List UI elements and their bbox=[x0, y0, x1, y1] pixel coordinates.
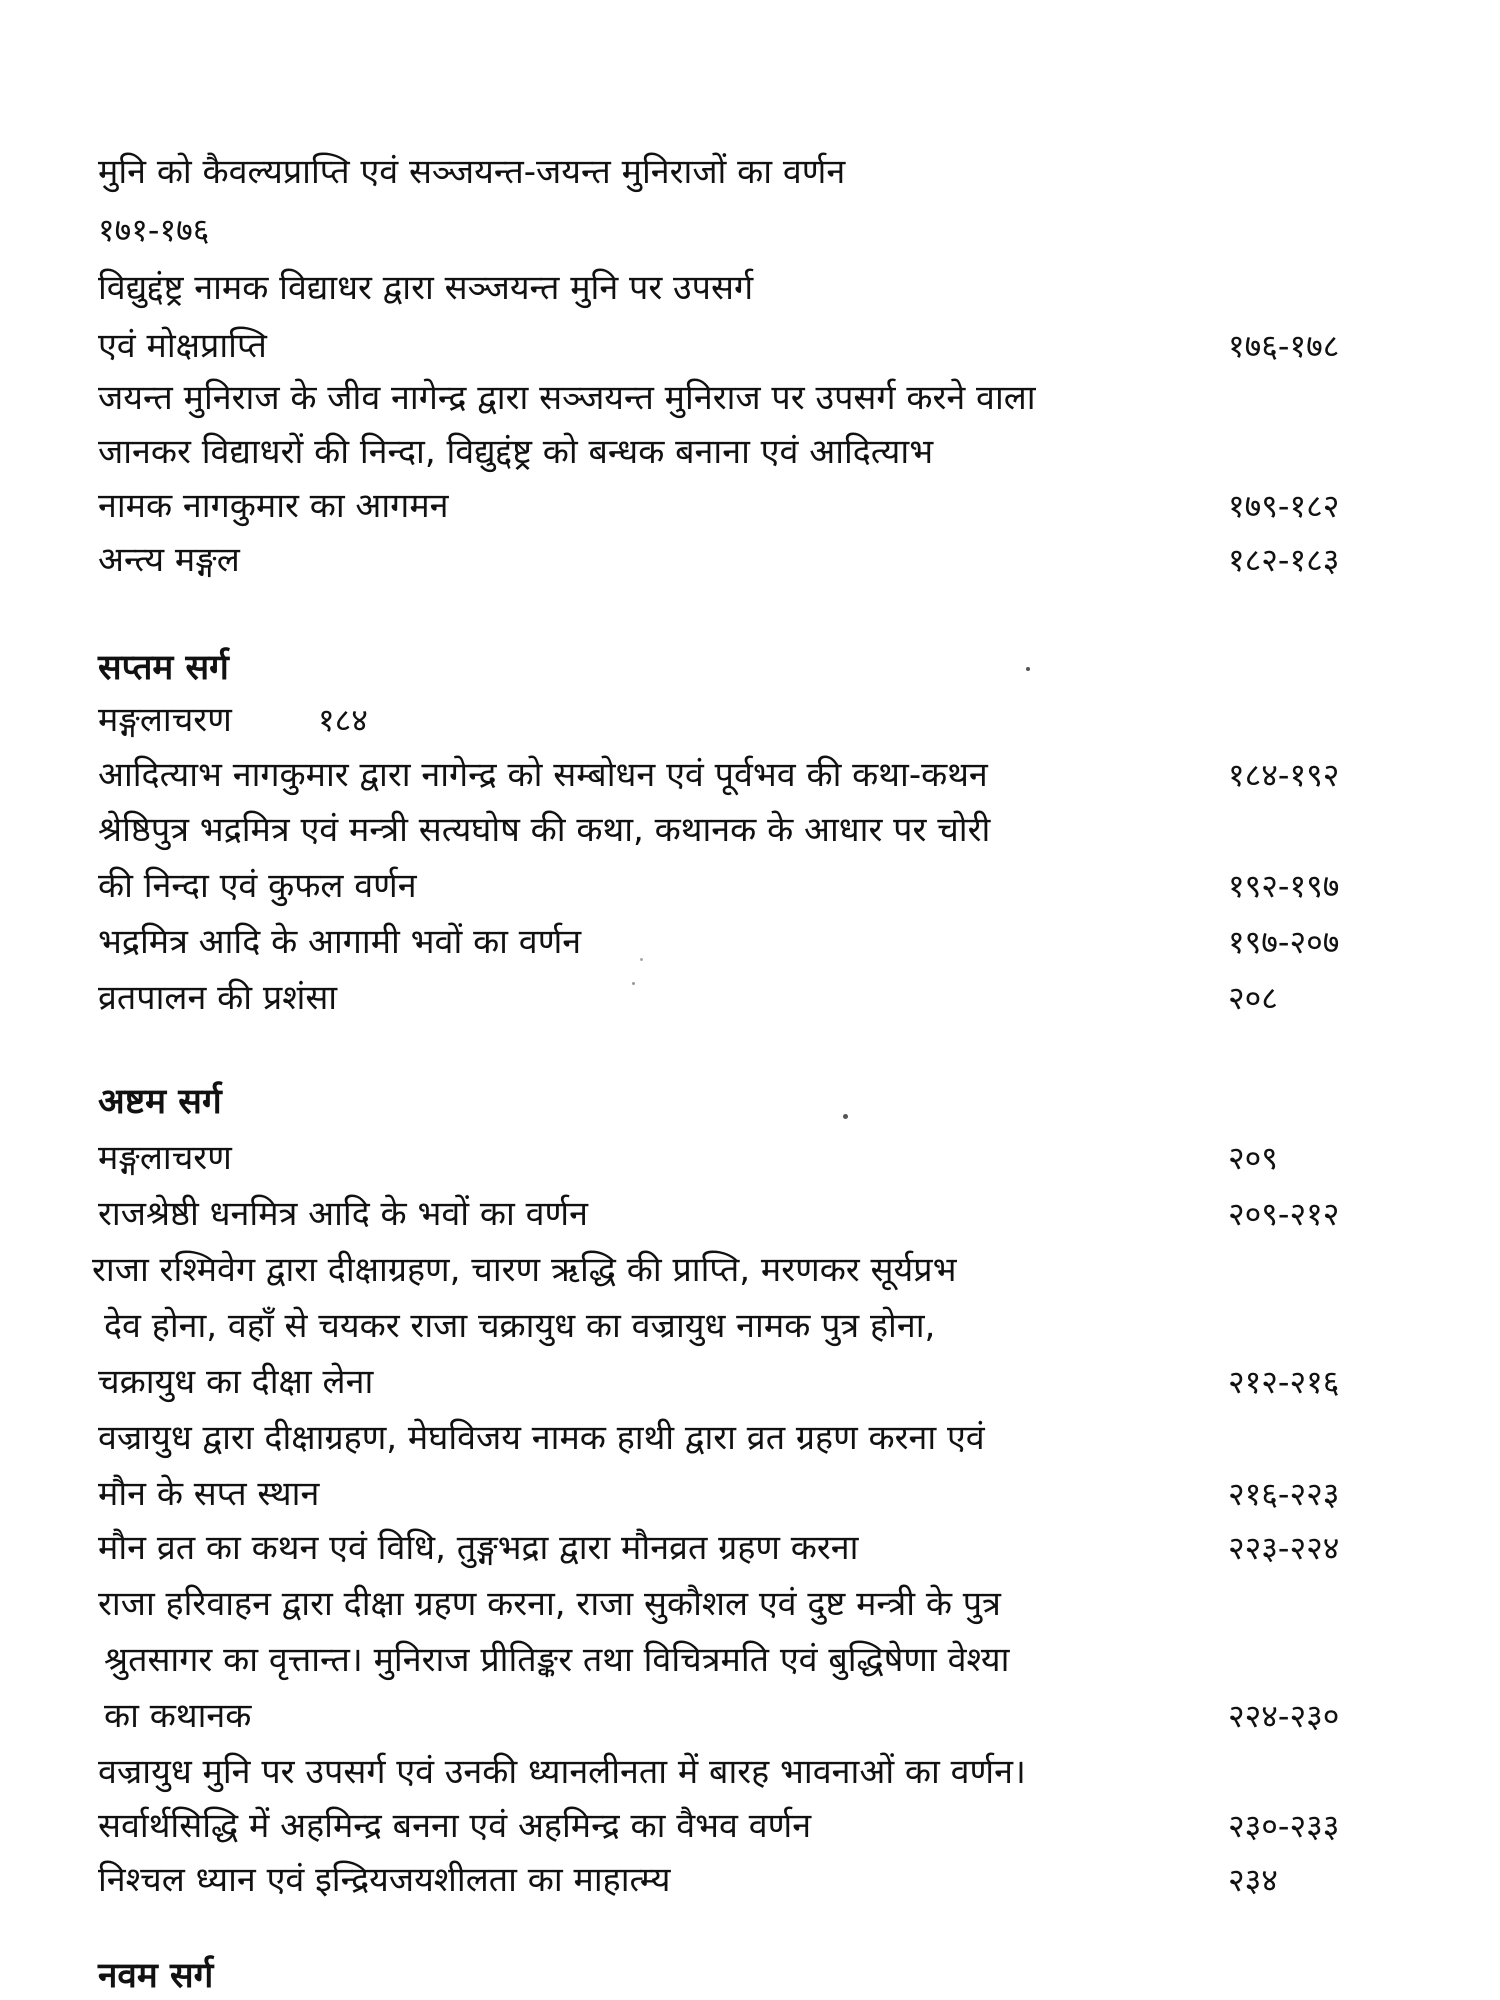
entry-text: व्रतपालन की प्रशंसा bbox=[98, 978, 338, 1018]
entry-text: भद्रमित्र आदि के आगामी भवों का वर्णन bbox=[98, 922, 582, 962]
entry-text: मौन के सप्त स्थान bbox=[98, 1474, 320, 1514]
entry-pages: २१२-२१६ bbox=[1228, 1363, 1340, 1401]
entry-text: विद्युद्दंष्ट्र नामक विद्याधर द्वारा सञ्जयन्त मुनि पर उपसर्ग bbox=[98, 268, 754, 308]
entry-text: देव होना, वहाँ से चयकर राजा चक्रायुध का वज्रायुध नामक पुत्र होना, bbox=[104, 1306, 936, 1346]
entry-text: मौन व्रत का कथन एवं विधि, तुङ्गभद्रा द्वारा मौनव्रत ग्रहण करना bbox=[98, 1528, 859, 1568]
entry-text: की निन्दा एवं कुफल वर्णन bbox=[98, 866, 417, 906]
entry-text: श्रुतसागर का वृत्तान्त। मुनिराज प्रीतिङ्कर तथा विचित्रमति एवं बुद्धिषेणा वेश्या bbox=[104, 1640, 1010, 1680]
entry-pages: १७६-१७८ bbox=[1228, 327, 1340, 365]
entry-pages: २०८ bbox=[1228, 979, 1278, 1017]
entry-text: एवं मोक्षप्राप्ति bbox=[98, 326, 267, 366]
entry-text: नामक नागकुमार का आगमन bbox=[98, 486, 449, 526]
entry-pages: १८४ bbox=[318, 701, 368, 739]
entry-pages: २०९ bbox=[1228, 1139, 1278, 1177]
scan-speck bbox=[1026, 667, 1030, 671]
entry-text: निश्चल ध्यान एवं इन्द्रियजयशीलता का माहात्म्य bbox=[98, 1860, 671, 1900]
scan-speck bbox=[843, 1114, 848, 1119]
scan-speck bbox=[640, 958, 643, 961]
entry-text: जानकर विद्याधरों की निन्दा, विद्युद्दंष्ट्र को बन्धक बनाना एवं आदित्याभ bbox=[98, 432, 934, 472]
entry-pages: १८२-१८३ bbox=[1228, 541, 1340, 579]
entry-text: राजा रश्मिवेग द्वारा दीक्षाग्रहण, चारण ऋद्धि की प्राप्ति, मरणकर सूर्यप्रभ bbox=[92, 1250, 957, 1290]
entry-pages: १७९-१८२ bbox=[1228, 487, 1340, 525]
entry-text: अन्त्य मङ्गल bbox=[98, 540, 240, 580]
entry-pages: १९७-२०७ bbox=[1228, 923, 1340, 961]
entry-pages: २२३-२२४ bbox=[1228, 1529, 1340, 1567]
scan-speck bbox=[632, 982, 635, 985]
entry-text: चक्रायुध का दीक्षा लेना bbox=[98, 1362, 374, 1402]
entry-pages: १७१-१७६ bbox=[98, 211, 210, 249]
section-heading: सप्तम सर्ग bbox=[98, 648, 229, 688]
entry-text: मङ्गलाचरण bbox=[98, 700, 232, 740]
entry-text: का कथानक bbox=[104, 1696, 252, 1736]
entry-pages: २२४-२३० bbox=[1228, 1697, 1340, 1735]
entry-text: मुनि को कैवल्यप्राप्ति एवं सञ्जयन्त-जयन्त मुनिराजों का वर्णन bbox=[98, 152, 846, 192]
entry-pages: २३०-२३३ bbox=[1228, 1807, 1340, 1845]
entry-pages: १९२-१९७ bbox=[1228, 867, 1340, 905]
entry-pages: २३४ bbox=[1228, 1861, 1278, 1899]
entry-pages: २०९-२१२ bbox=[1228, 1195, 1340, 1233]
entry-text: आदित्याभ नागकुमार द्वारा नागेन्द्र को सम्बोधन एवं पूर्वभव की कथा-कथन bbox=[98, 755, 988, 795]
entry-text: राजा हरिवाहन द्वारा दीक्षा ग्रहण करना, राजा सुकौशल एवं दुष्ट मन्त्री के पुत्र bbox=[98, 1584, 1001, 1624]
entry-text: वज्रायुध मुनि पर उपसर्ग एवं उनकी ध्यानलीनता में बारह भावनाओं का वर्णन। bbox=[98, 1752, 1026, 1792]
entry-pages: २१६-२२३ bbox=[1228, 1475, 1340, 1513]
section-heading: अष्टम सर्ग bbox=[98, 1082, 222, 1122]
entry-text: जयन्त मुनिराज के जीव नागेन्द्र द्वारा सञ्जयन्त मुनिराज पर उपसर्ग करने वाला bbox=[98, 378, 1036, 418]
entry-text: राजश्रेष्ठी धनमित्र आदि के भवों का वर्णन bbox=[98, 1194, 588, 1234]
entry-text: वज्रायुध द्वारा दीक्षाग्रहण, मेघविजय नामक हाथी द्वारा व्रत ग्रहण करना एवं bbox=[98, 1418, 985, 1458]
entry-pages: १८४-१९२ bbox=[1228, 756, 1340, 794]
entry-text: मङ्गलाचरण bbox=[98, 1138, 232, 1178]
section-heading: नवम सर्ग bbox=[98, 1956, 214, 1996]
entry-text: श्रेष्ठिपुत्र भद्रमित्र एवं मन्त्री सत्यघोष की कथा, कथानक के आधार पर चोरी bbox=[98, 810, 991, 850]
entry-text: सर्वार्थसिद्धि में अहमिन्द्र बनना एवं अहमिन्द्र का वैभव वर्णन bbox=[98, 1806, 812, 1846]
